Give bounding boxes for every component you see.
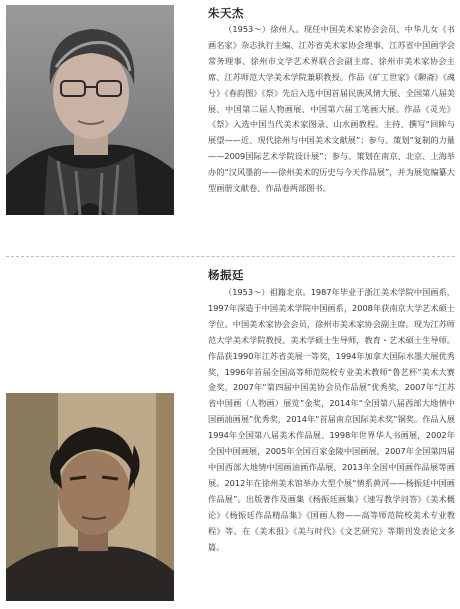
artist-bio: （1953～）祖籍北京。1987年毕业于浙江美术学院中国画系，1997年深造于中国美术学院中国画系，2008年获南京大学艺术硕士学位。中国美术家协会会员，徐州市美术家协会副主席。现为江苏师范大学美术学院教授、美术学硕士生导师，教育・艺术硕士生导师。作品获1990年江苏省美展一等奖，1994年加拿大国际水墨大展优秀奖，1996年首届全国高等师范院校专业美术教师“鲁艺杯”美术大赛金奖，2007年“第四届中国美协会员作品展”优秀奖，2007年“江苏省中国画（人物画）展览”金奖，2014年“全国第八届西部大地情中国画油画展”优秀奖，2014年“首届南京国际美术奖”铜奖。作品入展1994年全国第八届美术作品展、1998年世界华人书画展，2002年全国中国画展，2005年全国百家金陵中国画展，2007年全国第四届中国西部大地情中国画油画作品展，2013年全国中国画作品展等画展。2012年在徐州美术馆举办大型个展“情系黄河——杨振廷中国画作品展”。出版著作及画集《杨振廷画集》《速写教学问答》《美术概论》《杨振廷作品精品集》《国画人物——高等师范院校美术专业教程》等。在《美术报》《美与时代》《文艺研究》等期刊发表论文多篇。 (208, 287, 455, 552)
artist-name: 朱天杰 (208, 6, 244, 20)
artist-photo-zhu-tianjie (6, 5, 174, 215)
artist-name: 杨振廷 (208, 268, 244, 282)
portrait-illustration (6, 5, 174, 215)
section-divider (6, 256, 455, 257)
artist-photo-yang-zhenting (6, 393, 174, 601)
artist-bio: （1953～）徐州人。现任中国美术家协会会员、中华儿女《书画名家》杂志执行主编、江苏省美术家协会理事、江苏省中国画学会常务理事、徐州市文学艺术界联合会副主席、徐州市美术家协会主席、江苏师范大学美术学院兼职教授。作品《矿工世家》《聊斋》《魂兮》《春韵图》《祭》先后入选中国首届民族风情大展、全国第八届美展、中国第二届人物画展、中国第六届工笔画大展。作品《灵光》《祭》入选中国当代美术家图录、山水画教程。主持、撰写“回眸与展望——近、现代徐州与中国美术文献展”；参与、策划“复制的力量——2009国际艺术学院设计展”；参与、策划在南京、北京、上海举办的“汉风墨韵——徐州美术的历史与今天作品展”，并为展览编纂大型画册文献卷、作品卷两部图书。 (208, 24, 455, 194)
portrait-illustration (6, 393, 174, 601)
